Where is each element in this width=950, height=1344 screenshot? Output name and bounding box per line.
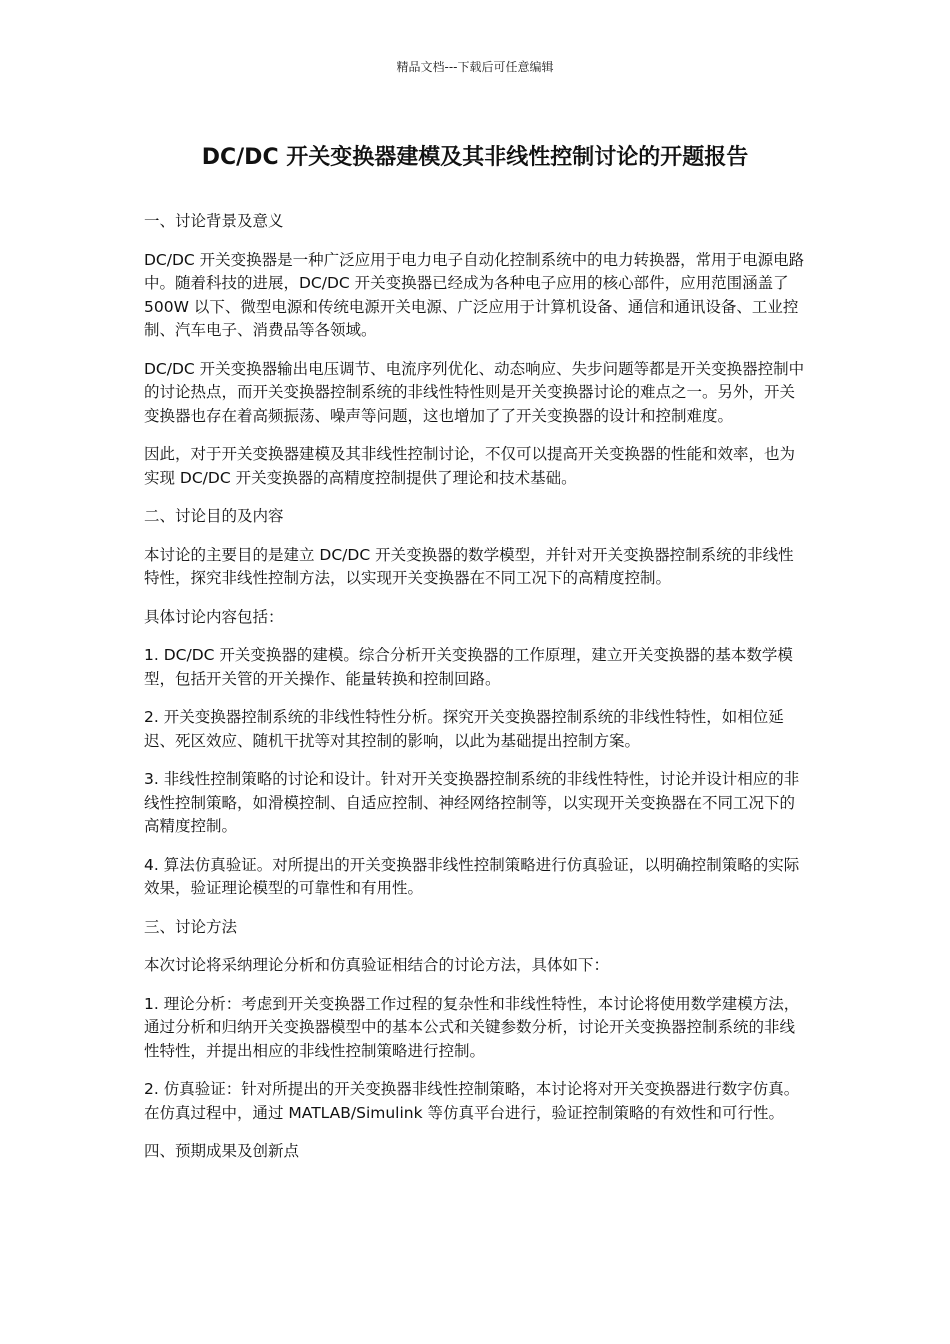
list-item: 3. 非线性控制策略的讨论和设计。针对开关变换器控制系统的非线性特性，讨论并设计相应的非线性控制策略，如滑模控制、自适应控制、神经网络控制等，以实现开关变换器在不同工况下的高精度控制。	[144, 770, 800, 835]
section-heading-methods: 三、讨论方法	[144, 917, 238, 936]
paragraph: DC/DC 开关变换器是一种广泛应用于电力电子自动化控制系统中的电力转换器，常用于电源电路中。随着科技的进展，DC/DC 开关变换器已经成为各种电子应用的核心部件，应用范围涵盖了 500W 以下、微型电源和传统电源开关电源、广泛应用于计算机设备、通信和通讯设备、工业控制、汽车电子、消费品等各领域。	[144, 250, 805, 339]
list-item: 1. DC/DC 开关变换器的建模。综合分析开关变换器的工作原理，建立开关变换器的基本数学模型，包括开关管的开关操作、能量转换和控制回路。	[144, 646, 793, 688]
paragraph: 本讨论的主要目的是建立 DC/DC 开关变换器的数学模型，并针对开关变换器控制系统的非线性特性，探究非线性控制方法，以实现开关变换器在不同工况下的高精度控制。	[144, 545, 794, 587]
section-heading-objectives: 二、讨论目的及内容	[144, 507, 284, 525]
paragraph: 因此，对于开关变换器建模及其非线性控制讨论，不仅可以提高开关变换器的性能和效率，也为实现 DC/DC 开关变换器的高精度控制提供了理论和技术基础。	[144, 445, 796, 487]
list-item: 2. 仿真验证：针对所提出的开关变换器非线性控制策略，本讨论将对开关变换器进行数字仿真。在仿真过程中，通过 MATLAB/Simulink 等仿真平台进行，验证控制策略的有效性和可行性。	[144, 1080, 800, 1122]
list-item: 2. 开关变换器控制系统的非线性特性分析。探究开关变换器控制系统的非线性特性，如相位延迟、死区效应、随机干扰等对其控制的影响，以此为基础提出控制方案。	[144, 708, 784, 750]
document-body	[144, 210, 808, 1179]
list-item: 4. 算法仿真验证。对所提出的开关变换器非线性控制策略进行仿真验证，以明确控制策略的实际效果，验证理论模型的可靠性和有用性。	[144, 855, 800, 897]
header-note: 精品文档---下载后可任意编辑	[396, 60, 554, 74]
list-item: 1. 理论分析：考虑到开关变换器工作过程的复杂性和非线性特性，本讨论将使用数学建模方法，通过分析和归纳开关变换器模型中的基本公式和关键参数分析，讨论开关变换器控制系统的非线性特性，并提出相应的非线性控制策略进行控制。	[144, 994, 800, 1060]
paragraph: 本次讨论将采纳理论分析和仿真验证相结合的讨论方法，具体如下：	[144, 956, 610, 974]
paragraph: 具体讨论内容包括：	[144, 607, 284, 626]
section-heading-outcomes: 四、预期成果及创新点	[144, 1142, 300, 1160]
document-title: DC/DC 开关变换器建模及其非线性控制讨论的开题报告	[201, 145, 749, 170]
section-heading-background: 一、讨论背景及意义	[144, 212, 284, 230]
paragraph: DC/DC 开关变换器输出电压调节、电流序列优化、动态响应、失步问题等都是开关变换器控制中的讨论热点，而开关变换器控制系统的非线性特性则是开关变换器讨论的难点之一。另外，开关变换器也存在着高频振荡、噪声等问题，这也增加了了开关变换器的设计和控制难度。	[144, 359, 805, 425]
